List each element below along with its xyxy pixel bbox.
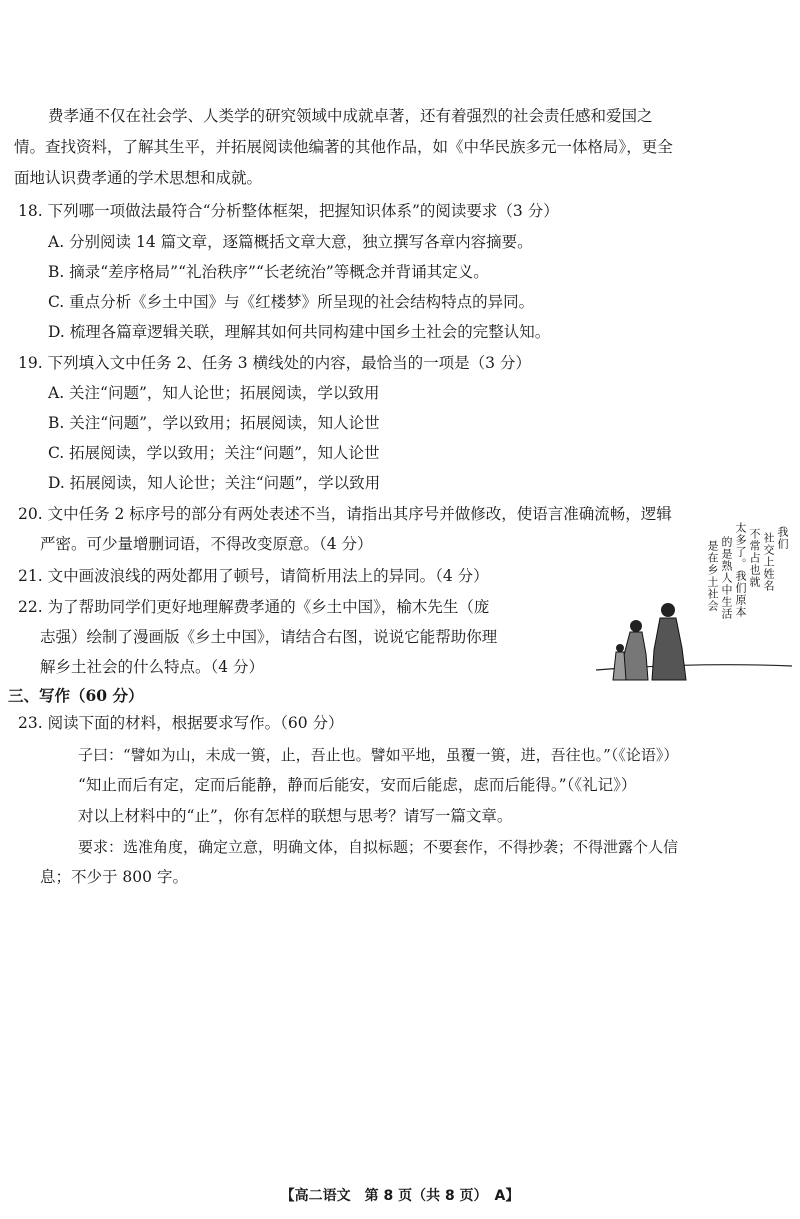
q22-line-3: 解乡土社会的什么特点。（4 分） (40, 658, 265, 676)
cartoon-text-col-3: 不常占也就 (748, 528, 761, 588)
q18-option-c: C. 重点分析《乡土中国》与《红楼梦》所呈现的社会结构特点的异同。 (48, 293, 535, 311)
q19-option-d: D. 拓展阅读，知人论世；关注“问题”，学以致用 (48, 474, 381, 492)
question-21: 21. 文中画波浪线的两处都用了顿号，请简析用法上的异同。（4 分） (18, 567, 489, 585)
cartoon-text-col-6: 是在乡土社会 (706, 540, 719, 612)
q20-line-2: 严密。可少量增删词语，不得改变原意。（4 分） (40, 535, 373, 553)
intro-line-2: 情。查找资料，了解其生平，并拓展阅读他编著的其他作品，如《中华民族多元一体格局》，更全 (14, 138, 673, 156)
intro-line-1: 费孝通不仅在社会学、人类学的研究领域中成就卓著，还有着强烈的社会责任感和爱国之 (48, 107, 653, 125)
q18-option-d: D. 梳理各篇章逻辑关联，理解其如何共同构建中国乡土社会的完整认知。 (48, 323, 551, 341)
cartoon-illustration (596, 520, 792, 700)
q19-option-b: B. 关注“问题”，学以致用；拓展阅读，知人论世 (48, 414, 380, 432)
q23-stem: 23. 阅读下面的材料，根据要求写作。（60 分） (18, 714, 344, 732)
q23-requirement-line-2: 息；不少于 800 字。 (40, 868, 188, 886)
q22-line-2: 志强）绘制了漫画版《乡土中国》，请结合右图，说说它能帮助你理 (40, 628, 498, 646)
page-footer: 【高二语文 第 8 页（共 8 页） A】 (280, 1188, 520, 1204)
q19-option-a: A. 关注“问题”，知人论世；拓展阅读，学以致用 (48, 384, 380, 402)
q19-option-c: C. 拓展阅读，学以致用；关注“问题”，知人论世 (48, 444, 380, 462)
q23-requirement-line-1: 要求：选准角度，确定立意，明确文体，自拟标题；不要套作，不得抄袭；不得泄露个人信 (78, 838, 679, 856)
intro-line-3: 面地认识费孝通的学术思想和成就。 (14, 169, 263, 187)
q23-material-1: 子曰：“譬如为山，未成一篑，止，吾止也。譬如平地，虽覆一篑，进，吾往也。”（《论语》） (78, 746, 679, 764)
cartoon-text-col-5: 的是熟人中生活 (720, 536, 733, 620)
q18-option-b: B. 摘录“差序格局”“礼治秩序”“长老统治”等概念并背诵其定义。 (48, 263, 489, 281)
cartoon-text-col-2: 社交上姓名 (762, 532, 775, 592)
cartoon-text-col-1: 我们 (776, 526, 789, 550)
q18-option-a: A. 分别阅读 14 篇文章，逐篇概括文章大意，独立撰写各章内容摘要。 (48, 233, 533, 251)
q19-stem: 19. 下列填入文中任务 2、任务 3 横线处的内容，最恰当的一项是（3 分） (18, 354, 531, 372)
cartoon-text-col-4: 太多了。我们原本 (734, 522, 747, 618)
q23-prompt: 对以上材料中的“止”，你有怎样的联想与思考？请写一篇文章。 (78, 807, 513, 825)
q23-material-2: “知止而后有定，定而后能静，静而后能安，安而后能虑，虑而后能得。”（《礼记》） (78, 776, 637, 794)
q22-line-1: 22. 为了帮助同学们更好地理解费孝通的《乡土中国》，榆木先生（庞 (18, 598, 490, 616)
q18-stem: 18. 下列哪一项做法最符合“分析整体框架，把握知识体系”的阅读要求（3 分） (18, 202, 559, 220)
q20-line-1: 20. 文中任务 2 标序号的部分有两处表述不当，请指出其序号并做修改，使语言准确流畅，逻辑 (18, 505, 672, 523)
section-3-heading: 三、写作（60 分） (8, 686, 144, 705)
